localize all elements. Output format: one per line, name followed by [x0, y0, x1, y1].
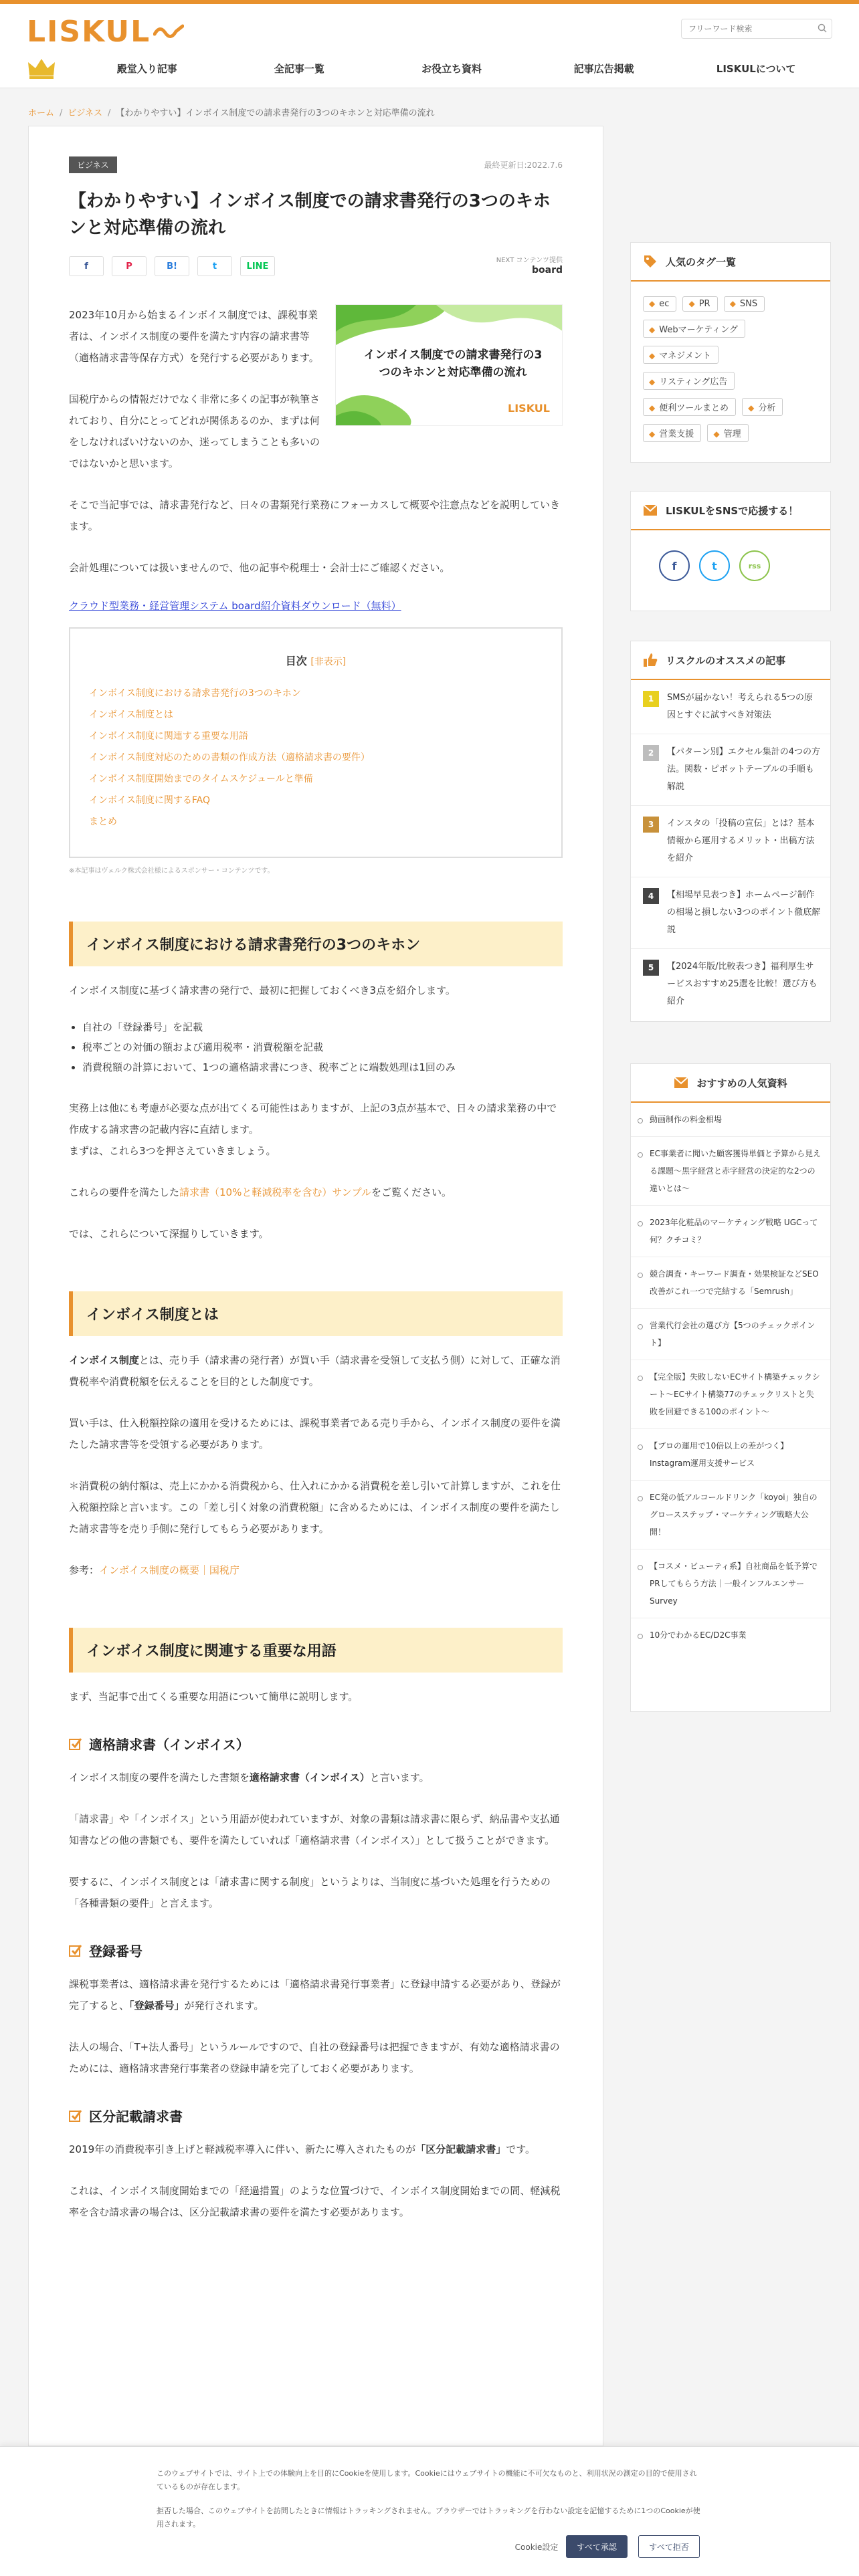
paragraph: インボイス制度の要件を満たした書類を適格請求書（インボイス）と言います。 — [69, 1772, 430, 1784]
doc-item[interactable]: 【コスメ・ビューティ系】自社商品を低予算でPRしてもらう方法｜一般インフルエンサーSurvey — [631, 1549, 830, 1618]
tag-small-icon: ◆ — [688, 299, 695, 308]
ranking-item-title: SMSが届かない！考えられる5つの原因とすぐに試すべき対策法 — [667, 693, 813, 720]
paragraph: 実務上は他にも考慮が必要な点が出てくる可能性はありますが、上記の3点が基本で、日々の請求業務の中で作成する請求書の記載内容に直結します。 — [69, 1102, 557, 1136]
reference: 参考：インボイス制度の概要｜国税庁 — [69, 1564, 240, 1576]
breadcrumb-home[interactable]: ホーム — [28, 108, 55, 118]
tag-sales-support[interactable]: ◆ 営業支援 — [643, 424, 701, 442]
list-item: • 消費税額の計算において、1つの適格請求書につき、税率ごとに端数処理は1回のみ — [82, 1057, 563, 1077]
doc-item[interactable]: 【完全版】失敗しないECサイト構築チェックシート〜ECサイト構築77のチェックリストと失敗を回避できる100のポイント〜 — [631, 1360, 830, 1429]
section-heading-what-is: インボイス制度とは — [69, 1291, 563, 1336]
hero-image — [335, 304, 563, 426]
nav-item-resources[interactable]: お役立ち資料 — [421, 62, 482, 75]
hero-text: インボイス制度での請求書発行の3つのキホンと対応準備の流れ — [363, 348, 543, 379]
site-header — [0, 4, 859, 88]
paragraph: では、これらについて深掘りしていきます。 — [69, 1228, 269, 1240]
tag-small-icon: ◆ — [729, 299, 736, 308]
tag-ec[interactable]: ◆ ec — [643, 296, 676, 312]
intro-paragraph-2a — [69, 389, 323, 474]
ranking-item-title: 【2024年版/比較表つき】福利厚生サービスおすすめ25選を比較！選び方も紹介 — [667, 962, 818, 1006]
share-line-button[interactable]: LINE — [240, 256, 275, 276]
ranking-item[interactable] — [631, 680, 830, 734]
tag-small-icon: ◆ — [649, 377, 656, 387]
share-buttons — [69, 256, 563, 278]
intro-paragraph-2: 国税庁からの情報だけでなく非常に多くの記事が執筆されており、自分にとってどれが関係あるのか、まずは何をしなければいけないのか、迷ってしまうことも多いのではないかと思います。 — [69, 393, 320, 469]
toc-toggle-button[interactable]: [非表示] — [310, 657, 347, 667]
ranking-item-title: 【パターン別】エクセル集計の4つの方法。関数・ピボットテーブルの手順も解説 — [667, 747, 821, 792]
crown-icon — [27, 57, 56, 80]
provider-company: NEXT — [496, 257, 514, 264]
tag-tools[interactable]: ◆ 便利ツールまとめ — [643, 398, 736, 416]
download-link[interactable]: クラウド型業務・経営管理システム board紹介資料ダウンロード（無料） — [69, 600, 401, 612]
rank-number: 4 — [643, 888, 659, 904]
paragraph: 2019年の消費税率引き上げと軽減税率導入に伴い、新たに導入されたものが「区分記載請求書」です。 — [69, 2143, 536, 2155]
subheading-itemized-invoice: 区分記載請求書 — [69, 2106, 563, 2125]
mail-icon — [643, 504, 658, 516]
tag-management[interactable]: ◆ マネジメント — [643, 346, 719, 364]
paragraph: 法人の場合、「T+法人番号」というルールですので、自社の登録番号は把握できますが、有効な適格請求書のためには、適格請求書発行事業者の登録申請を完了しておく必要があります。 — [69, 2041, 560, 2074]
share-facebook-button[interactable]: f — [69, 256, 104, 276]
site-logo[interactable] — [27, 15, 184, 49]
subheading-qualified-invoice: 適格請求書（インボイス） — [69, 1734, 563, 1753]
twitter-icon[interactable]: t — [699, 550, 730, 581]
nav-item-about[interactable]: LISKULについて — [716, 62, 796, 75]
toc-title: 目次 [非表示] — [285, 655, 347, 667]
ranking-item-title: 【相場早見表つき】ホームページ制作の相場と損しない3つのポイント徹底解説 — [667, 890, 821, 935]
section-heading-basics: インボイス制度における請求書発行の3つのキホン — [69, 922, 563, 966]
rank-number: 3 — [643, 817, 659, 833]
facebook-icon[interactable]: f — [659, 550, 690, 581]
toc-item[interactable]: インボイス制度開始までのタイムスケジュールと準備 — [89, 774, 313, 784]
doc-item[interactable]: 10分でわかるEC/D2C事業 — [631, 1618, 830, 1652]
tags-card — [630, 242, 831, 463]
sns-card-header: LISKULをSNSで応援する！ — [631, 492, 830, 530]
paragraph: これは、インボイス制度開始までの「経過措置」のような位置づけで、インボイス制度開始までの間、軽減税率を含む請求書の場合は、区分記載請求書の要件を満たす必要があります。 — [69, 2185, 561, 2218]
share-hatena-button[interactable]: B! — [155, 256, 189, 276]
nta-reference-link[interactable]: インボイス制度の概要｜国税庁 — [99, 1564, 240, 1576]
cookie-banner — [0, 2446, 859, 2576]
tag-small-icon: ◆ — [713, 429, 720, 439]
sponsor-disclaimer: ※本記事はヴェルク株式会社様によるスポンサー・コンテンツです。 — [69, 867, 274, 875]
tag-sns[interactable]: ◆ SNS — [724, 296, 765, 312]
cookie-reject-button[interactable]: すべて拒否 — [638, 2535, 700, 2558]
paragraph: ＊消費税の納付額は、売上にかかる消費税から、仕入れにかかる消費税を差し引いて計算しますが、これを仕入税額控除と言います。この「差し引く対象の消費税額」に含めるためには、インボイス制度の要件を満たした請求書等を売り手側に発行してもらう必要があります。 — [69, 1480, 561, 1535]
paragraph: 買い手は、仕入税額控除の適用を受けるためには、課税事業者である売り手から、インボイス制度の要件を満たした請求書等を受領する必要があります。 — [69, 1417, 561, 1451]
updated-date: 最終更新日:2022.7.6 — [484, 160, 563, 170]
ranking-item[interactable] — [631, 877, 830, 949]
thumbs-up-icon — [643, 653, 658, 667]
nav-item-all-articles[interactable]: 全記事一覧 — [274, 62, 324, 75]
paragraph: 課税事業者は、適格請求書を発行するためには「適格請求書発行事業者」に登録申請する必要があり、登録が完了すると、「登録番号」が発行されます。 — [69, 1978, 561, 2012]
paragraph: インボイス制度とは、売り手（請求書の発行者）が買い手（請求書を受領して支払う側）に対して、正確な消費税率や消費税額を伝えることを目的とした制度です。 — [69, 1354, 561, 1388]
paragraph: これらの要件を満たした請求書（10%と軽減税率を含む）サンプルをご覧ください。 — [69, 1186, 452, 1198]
doc-item[interactable]: EC事業者に聞いた顧客獲得単価と予算から見える課題〜黒字経営と赤字経営の決定的な2つの違いとは〜 — [631, 1137, 830, 1206]
breadcrumb: ホーム / ビジネス / 【わかりやすい】インボイス制度での請求書発行の3つのキホンと対応準備の流れ — [28, 108, 435, 118]
basics-list — [69, 1017, 563, 1077]
intro-section — [69, 304, 563, 474]
main-content — [28, 126, 603, 2446]
doc-item[interactable]: 2023年化粧品のマーケティング戦略 UGCって何？クチコミ？ — [631, 1206, 830, 1257]
breadcrumb-current: 【わかりやすい】インボイス制度での請求書発行の3つのキホンと対応準備の流れ — [116, 108, 435, 118]
logo-text: LISKUL — [27, 15, 151, 49]
tag-small-icon: ◆ — [748, 403, 755, 413]
tag-icon — [643, 254, 658, 269]
cookie-settings-button[interactable]: Cookie設定 — [514, 2542, 559, 2552]
content-provider — [496, 256, 563, 276]
sns-links — [631, 530, 830, 581]
tag-pr[interactable]: ◆ PR — [682, 296, 717, 312]
invoice-sample-link[interactable]: 請求書（10%と軽減税率を含む）サンプル — [179, 1186, 372, 1198]
checkbox-icon — [69, 2109, 82, 2123]
share-twitter-button[interactable]: t — [197, 256, 232, 276]
ranking-card-header: リスクルのオススメの記事 — [631, 641, 830, 680]
checkbox-icon — [69, 1737, 82, 1751]
subheading-registration-number: 登録番号 — [69, 1941, 563, 1960]
provider-name: board — [531, 265, 563, 276]
tags-card-header: 人気のタグ一覧 — [631, 243, 830, 282]
doc-item[interactable]: EC発の低アルコールドリンク「koyoi」独自のグロースステップ・マーケティング戦略大公開！ — [631, 1481, 830, 1549]
list-item: • 自社の「登録番号」を記載 — [82, 1017, 563, 1037]
tag-list — [631, 282, 830, 457]
intro-paragraph-4: 会計処理については扱いませんので、他の記事や税理士・会計士にご確認ください。 — [69, 562, 450, 574]
checkbox-icon — [69, 1944, 82, 1957]
section-lead: インボイス制度に基づく請求書の発行で、最初に把握しておくべき3点を紹介します。 — [69, 984, 456, 996]
share-pocket-button[interactable]: P — [112, 256, 147, 276]
article-title: 【わかりやすい】インボイス制度での請求書発行の3つのキホンと対応準備の流れ — [69, 191, 551, 238]
main-nav — [27, 53, 832, 83]
paragraph: 「請求書」や「インボイス」という用語が使われていますが、対象の書類は請求書に限らず、納品書や支払通知書などの他の書類でも、要件を満たしていれば「適格請求書（インボイス）」として扱うことができます。 — [69, 1813, 560, 1846]
hero-logo: LISKUL — [508, 402, 550, 415]
rank-number: 1 — [643, 691, 659, 707]
ranking-card — [630, 641, 831, 1022]
toc-item[interactable]: インボイス制度における請求書発行の3つのキホン — [89, 688, 301, 699]
breadcrumb-category[interactable]: ビジネス — [68, 108, 103, 118]
tag-small-icon: ◆ — [649, 403, 656, 413]
rank-number: 5 — [643, 960, 659, 976]
ranking-item-title: インスタの「投稿の宣伝」とは？基本情報から運用するメリット・出稿方法を紹介 — [667, 819, 815, 863]
provider-label: コンテンツ提供 — [516, 257, 563, 264]
section-heading-terms: インボイス制度に関連する重要な用語 — [69, 1628, 563, 1673]
ranking-item[interactable] — [631, 806, 830, 877]
paragraph: 要するに、インボイス制度とは「請求書に関する制度」というよりは、当制度に基づいた処理を行うための「各種書類の要件」と言えます。 — [69, 1876, 551, 1909]
article — [69, 156, 563, 2223]
nav-item-hall-of-fame[interactable]: 殿堂入り記事 — [116, 62, 177, 75]
doc-item[interactable]: 営業代行会社の選び方【5つのチェックポイント】 — [631, 1309, 830, 1360]
tag-small-icon: ◆ — [649, 351, 656, 360]
intro-paragraph-3: そこで当記事では、請求書発行など、日々の書類発行業務にフォーカスして概要や注意点などを説明していきます。 — [69, 499, 560, 532]
doc-item[interactable]: 競合調査・キーワード調査・効果検証などSEO改善がこれ一つで完結する「Semrush」 — [631, 1257, 830, 1309]
tag-small-icon: ◆ — [649, 299, 656, 308]
cookie-text-1: このウェブサイトでは、サイト上での体験向上を目的にCookieを使用します。Cookieにはウェブサイトの機能に不可欠なものと、利用状況の測定の目的で使用されているものが存在します。 — [157, 2469, 697, 2491]
tag-small-icon: ◆ — [649, 429, 656, 439]
doc-item[interactable]: 【プロの運用で10倍以上の差がつく】Instagram運用支援サービス — [631, 1429, 830, 1481]
table-of-contents — [69, 627, 563, 858]
toc-item[interactable]: インボイス制度に関するFAQ — [89, 795, 210, 806]
tag-analysis[interactable]: ◆ 分析 — [742, 398, 783, 416]
toc-item[interactable]: まとめ — [89, 817, 117, 827]
nav-item-advertising[interactable]: 記事広告掲載 — [573, 62, 634, 75]
rss-icon[interactable]: rss — [739, 550, 770, 581]
docs-card-header: おすすめの人気資料 — [631, 1064, 830, 1103]
category-badge[interactable]: ビジネス — [69, 156, 117, 173]
tag-web-marketing[interactable]: ◆ Webマーケティング — [643, 320, 745, 338]
logo-wave-icon — [153, 22, 184, 42]
paragraph: まず、当記事で出てくる重要な用語について簡単に説明します。 — [69, 1691, 359, 1703]
toc-item[interactable]: インボイス制度に関連する重要な用語 — [89, 731, 248, 742]
intro-paragraph-1: 2023年10月から始まるインボイス制度では、課税事業者は、インボイス制度の要件を満たす内容の請求書等（適格請求書等保存方式）を発行する必要があります。 — [69, 309, 319, 364]
search-icon[interactable] — [818, 23, 827, 33]
tag-listing-ads[interactable]: ◆ リスティング広告 — [643, 372, 735, 390]
sns-card — [630, 491, 831, 611]
cookie-accept-button[interactable]: すべて承認 — [566, 2535, 628, 2558]
list-item: • 税率ごとの対価の額および適用税率・消費税額を記載 — [82, 1037, 563, 1057]
paragraph: まずは、これら3つを押さえていきましょう。 — [69, 1145, 276, 1157]
cookie-text-2: 拒否した場合、このウェブサイトを訪問したときに情報はトラッキングされません。ブラウザーではトラッキングを行わない設定を記憶するために1つのCookieが使用されます。 — [157, 2506, 700, 2529]
tag-admin[interactable]: ◆ 管理 — [707, 424, 748, 442]
toc-item[interactable]: インボイス制度とは — [89, 710, 173, 720]
ranking-item[interactable] — [631, 949, 830, 1020]
doc-item[interactable]: 動画制作の料金相場 — [631, 1103, 830, 1137]
cookie-text — [157, 2467, 702, 2531]
toc-item[interactable]: インボイス制度対応のための書類の作成方法（適格請求書の要件） — [89, 752, 370, 763]
search-input[interactable] — [681, 19, 832, 39]
mail-icon — [674, 1077, 688, 1089]
tag-small-icon: ◆ — [649, 325, 656, 334]
rank-number: 2 — [643, 745, 659, 761]
ranking-item[interactable] — [631, 734, 830, 806]
docs-card — [630, 1063, 831, 1712]
